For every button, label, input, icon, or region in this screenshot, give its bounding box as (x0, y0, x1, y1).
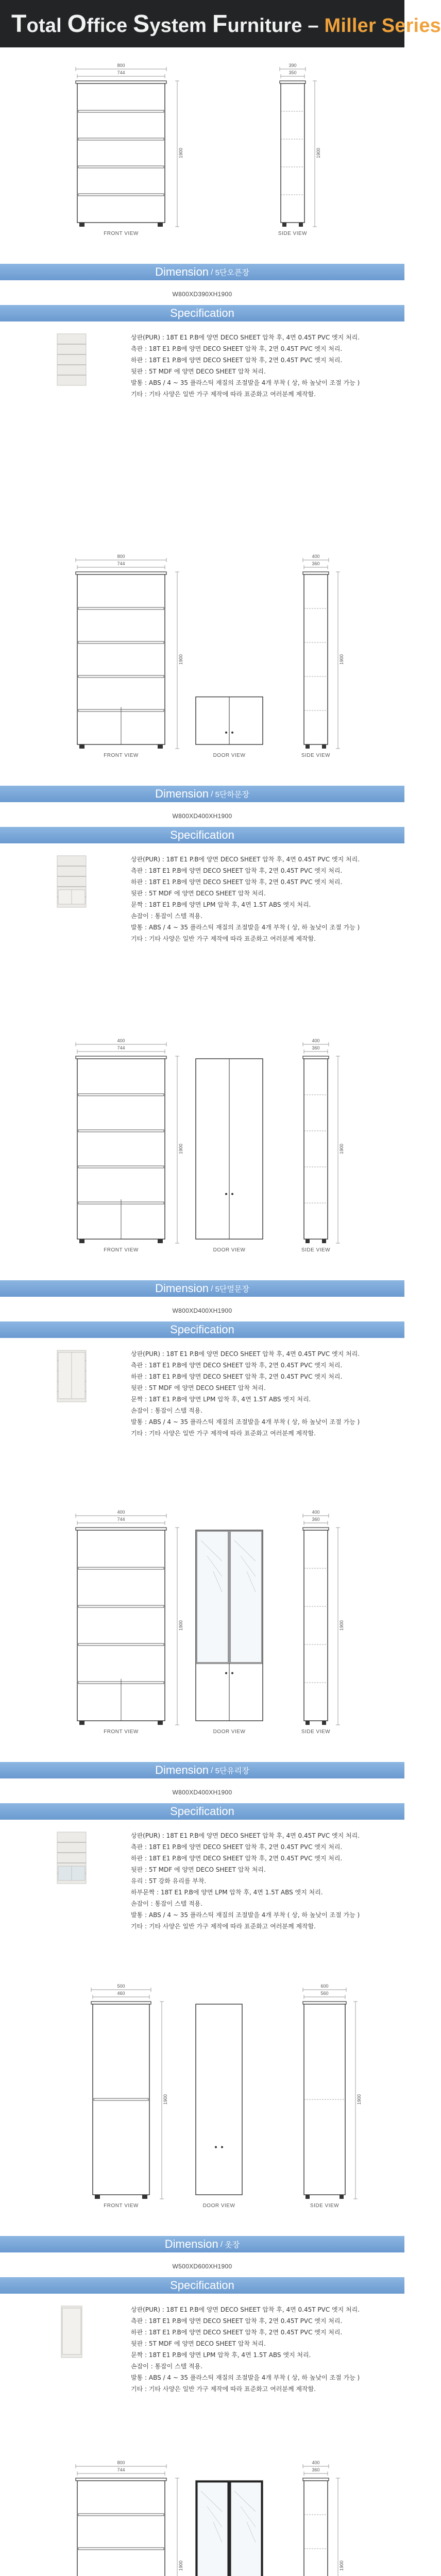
front-view-label: FRONT VIEW (104, 231, 139, 236)
handle-icon (221, 2146, 223, 2148)
front-top-dimension: 500 (117, 1984, 125, 1989)
dimension-subtitle: 5단오픈장 (215, 268, 249, 277)
front-width-dimension: 460 (117, 1991, 125, 1996)
shelf (78, 1567, 164, 1569)
specification-lines (131, 1830, 399, 1932)
side-inner-dimension: 360 (312, 561, 320, 566)
technical-drawing (0, 2445, 404, 2576)
dimension-bar (0, 1280, 404, 1297)
cabinet-foot (158, 1721, 163, 1725)
specification-line: 상판(PUR) : 18T E1 P.B에 양면 DECO SHEET 압착 후, 4면 0.45T PVC 엣지 처리. (131, 334, 360, 341)
specification-lines (131, 854, 399, 944)
front-height-dimension: 1900 (178, 2560, 183, 2571)
door-view-label: DOOR VIEW (213, 1247, 246, 1253)
front-view-label: FRONT VIEW (104, 753, 139, 758)
front-top-dimension: 800 (117, 63, 125, 68)
page-header (0, 0, 441, 47)
shelf (78, 641, 164, 643)
side-outline (304, 2481, 328, 2576)
side-top-dimension: 600 (320, 1984, 329, 1989)
front-top-dimension: 800 (117, 554, 125, 559)
model-code: W800XD400XH1900 (172, 812, 232, 820)
drawing-svg (0, 1494, 404, 1762)
cabinet-top (76, 1056, 166, 1059)
cabinet-foot (158, 223, 163, 227)
handle-icon (231, 1193, 233, 1195)
shelf (78, 194, 164, 196)
front-height-dimension: 1900 (178, 147, 183, 159)
side-inner-dimension: 560 (320, 1991, 329, 1996)
specification-line: 뒷판 : 5T MDF 에 양면 DECO SHEET 압착 처리. (131, 1384, 266, 1392)
header-title-part: T (11, 10, 27, 38)
model-code: W500XD600XH1900 (172, 2263, 232, 2270)
cabinet-outline (77, 2481, 165, 2576)
glass-door (230, 1531, 262, 1663)
shelf (78, 2514, 164, 2516)
specification-title: Specification (170, 828, 234, 841)
cabinet-top (76, 1528, 166, 1530)
specification-line: 상판(PUR) : 18T E1 P.B에 양면 DECO SHEET 압착 후, 4면 0.45T PVC 엣지 처리. (131, 1832, 360, 1839)
cabinet-foot (158, 1239, 163, 1243)
glass-door (197, 1531, 228, 1663)
front-height-dimension: 1900 (178, 1620, 183, 1631)
side-foot (282, 223, 286, 227)
cabinet-foot (79, 744, 84, 749)
product-thumbnail (54, 1348, 90, 1405)
shelf (78, 1130, 164, 1132)
shelf (78, 675, 164, 677)
side-foot (306, 2195, 310, 2199)
specification-bar (0, 1803, 404, 1820)
header-title-part: F (212, 10, 228, 38)
specification-line: 발통 : ABS / 4 ~ 35 플라스틱 재질의 조절발을 4개 부착 ( 상, 하 높낮이 조절 가능 ) (131, 2374, 360, 2381)
front-height-dimension: 1900 (178, 654, 183, 665)
side-view-label: SIDE VIEW (278, 231, 308, 236)
side-view-label: SIDE VIEW (301, 1729, 331, 1735)
side-outline (304, 1530, 328, 1721)
side-foot (306, 1239, 310, 1243)
cabinet-foot (95, 2195, 100, 2199)
cabinet-foot (79, 1721, 84, 1725)
drawing-svg (0, 1023, 404, 1280)
shelf (94, 2098, 148, 2100)
dimension-title: Dimension (155, 787, 209, 800)
technical-drawing (0, 1023, 404, 1280)
front-height-dimension: 1900 (163, 2094, 168, 2105)
specification-lines (131, 2304, 399, 2395)
door-view-label: DOOR VIEW (202, 2203, 235, 2209)
drawing-svg (0, 538, 404, 786)
side-foot (340, 2195, 344, 2199)
specification-line: 하판 : 18T E1 P.B에 양면 DECO SHEET 압착 후, 2면 0.45T PVC 엣지 처리. (131, 878, 343, 886)
shelf (78, 166, 164, 168)
specification-line: 측판 : 18T E1 P.B에 양면 DECO SHEET 압착 후, 2면 0.45T PVC 엣지 처리. (131, 2317, 343, 2325)
side-height-dimension: 1900 (339, 1143, 344, 1155)
dimension-bar (0, 264, 404, 280)
shelf (78, 1094, 164, 1096)
technical-drawing (0, 1494, 404, 1762)
specification-line: 손잡이 : 통잡이 스텔 적용. (131, 2363, 203, 2370)
specification-line: 측판 : 18T E1 P.B에 양면 DECO SHEET 압착 후, 2면 0.45T PVC 엣지 처리. (131, 345, 343, 352)
header-title-part: O (67, 10, 87, 38)
dimension-separator: / (209, 1284, 215, 1293)
specification-line: 하판 : 18T E1 P.B에 양면 DECO SHEET 압착 후, 2면 0.45T PVC 엣지 처리. (131, 1855, 343, 1862)
specification-title: Specification (170, 1805, 234, 1818)
specification-line: 손잡이 : 통잡이 스텔 적용. (131, 912, 203, 920)
specification-line: 뒷판 : 5T MDF 에 양면 DECO SHEET 압착 처리. (131, 890, 266, 897)
dimension-title: Dimension (164, 2238, 218, 2250)
specification-bar (0, 827, 404, 843)
cabinet-foot (79, 223, 84, 227)
specification-line: 기타 : 기타 사양은 일반 가구 제작에 따라 표준화고 여러분께 제작함. (131, 1923, 316, 1930)
handle-icon (225, 1193, 227, 1195)
shelf (78, 1166, 164, 1168)
technical-drawing (0, 1968, 404, 2236)
side-top-dimension: 400 (312, 1510, 320, 1515)
header-title (11, 10, 441, 38)
cabinet-top (76, 2478, 166, 2481)
dimension-bar (0, 1762, 404, 1778)
thumbnail-cabinet (57, 334, 86, 385)
side-top (303, 2478, 329, 2481)
specification-line: 측판 : 18T E1 P.B에 양면 DECO SHEET 압착 후, 2면 0.45T PVC 엣지 처리. (131, 1843, 343, 1851)
technical-drawing (0, 47, 404, 264)
specification-line: 손잡이 : 통잡이 스텔 적용. (131, 1407, 203, 1414)
side-top (280, 81, 306, 83)
handle-icon (215, 2146, 217, 2148)
dimension-title: Dimension (155, 1764, 209, 1776)
handle-icon (231, 732, 233, 734)
dimension-bar (0, 786, 404, 802)
shelf (78, 607, 164, 609)
front-top-dimension: 400 (117, 1038, 125, 1043)
front-width-dimension: 744 (117, 2467, 125, 2472)
specification-line: 하판 : 18T E1 P.B에 양면 DECO SHEET 압착 후, 2면 0.45T PVC 엣지 처리. (131, 1373, 343, 1380)
dimension-bar (0, 2236, 404, 2252)
side-top (303, 1528, 329, 1530)
side-inner-dimension: 350 (289, 70, 297, 75)
product-thumbnail (54, 332, 90, 388)
front-view-label: FRONT VIEW (104, 2203, 139, 2209)
specification-line: 상판(PUR) : 18T E1 P.B에 양면 DECO SHEET 압착 후, 4면 0.45T PVC 엣지 처리. (131, 1350, 360, 1358)
specification-line: 뒷판 : 5T MDF 에 양면 DECO SHEET 압착 처리. (131, 2340, 266, 2347)
shelf (78, 110, 164, 112)
header-title-part: otal (26, 14, 67, 37)
side-foot (306, 1721, 310, 1725)
specification-line: 기타 : 기타 사양은 일반 가구 제작에 따라 표준화고 여러분께 제작함. (131, 1430, 316, 1437)
shelf (78, 1605, 164, 1607)
cabinet-foot (142, 2195, 147, 2199)
specification-bar (0, 305, 404, 321)
header-title-part: Miller Series (324, 14, 441, 37)
specification-line: 기타 : 기타 사양은 일반 가구 제작에 따라 표준화고 여러분께 제작함. (131, 2385, 316, 2393)
side-height-dimension: 1900 (316, 147, 321, 159)
specification-line: 기타 : 기타 사양은 일반 가구 제작에 따라 표준화고 여러분께 제작함. (131, 935, 316, 942)
front-width-dimension: 744 (117, 1517, 125, 1522)
front-top-dimension: 800 (117, 2460, 125, 2465)
side-top (303, 1056, 329, 1059)
specification-line: 측판 : 18T E1 P.B에 양면 DECO SHEET 압착 후, 2면 0.45T PVC 엣지 처리. (131, 1362, 343, 1369)
specification-line: 문짝 : 18T E1 P.B에 양면 LPM 압착 후, 4면 1.5T ABS 엣지 처리. (131, 1396, 311, 1403)
specification-line: 문짝 : 18T E1 P.B에 양면 LPM 압착 후, 4면 1.5T ABS 엣지 처리. (131, 901, 311, 908)
handle-icon (231, 1672, 233, 1674)
side-height-dimension: 1900 (339, 1620, 344, 1631)
cabinet-foot (79, 1239, 84, 1243)
specification-line: 발통 : ABS / 4 ~ 35 플라스틱 재질의 조절발을 4개 부착 ( 상, 하 높낮이 조절 가능 ) (131, 1418, 360, 1426)
side-foot (322, 1239, 326, 1243)
front-view-label: FRONT VIEW (104, 1729, 139, 1735)
side-top (303, 2002, 346, 2004)
specification-title: Specification (170, 307, 234, 319)
side-top-dimension: 400 (312, 1038, 320, 1043)
dimension-title: Dimension (155, 265, 209, 278)
handle-icon (225, 1672, 227, 1674)
specification-bar (0, 1321, 404, 1338)
specification-line: 손잡이 : 통잡이 스텔 적용. (131, 1900, 203, 1907)
product-thumbnail (54, 854, 90, 910)
specification-line: 하부문짝 : 18T E1 P.B에 양면 LPM 압착 후, 4면 1.5T ABS 엣지 처리. (131, 1889, 323, 1896)
side-view-label: SIDE VIEW (310, 2203, 340, 2209)
side-top-dimension: 400 (312, 554, 320, 559)
drawing-svg (0, 1968, 404, 2236)
side-top-dimension: 390 (289, 63, 297, 68)
cabinet-outline (77, 83, 165, 223)
side-top-dimension: 400 (312, 2460, 320, 2465)
glass-door (230, 2482, 262, 2576)
specification-lines (131, 332, 399, 400)
cabinet-top (91, 2002, 151, 2004)
front-width-dimension: 744 (117, 561, 125, 566)
front-top-dimension: 400 (117, 1510, 125, 1515)
cabinet-top (76, 81, 166, 83)
dimension-separator: / (209, 1766, 215, 1775)
dimension-separator: / (209, 789, 215, 799)
door-panel (196, 2004, 242, 2195)
shelf (78, 1643, 164, 1646)
side-foot (299, 223, 303, 227)
front-width-dimension: 744 (117, 70, 125, 75)
specification-line: 측판 : 18T E1 P.B에 양면 DECO SHEET 압착 후, 2면 0.45T PVC 엣지 처리. (131, 867, 343, 874)
glass-door (197, 2482, 228, 2576)
side-outline (304, 574, 328, 744)
side-foot (322, 1721, 326, 1725)
side-top (303, 572, 329, 574)
specification-line: 상판(PUR) : 18T E1 P.B에 양면 DECO SHEET 압착 후, 4면 0.45T PVC 엣지 처리. (131, 856, 360, 863)
drawing-svg (0, 47, 404, 264)
shelf (78, 2548, 164, 2550)
technical-drawing (0, 538, 404, 786)
specification-title: Specification (170, 1323, 234, 1336)
product-thumbnail (54, 1830, 90, 1887)
specification-line: 발통 : ABS / 4 ~ 35 플라스틱 재질의 조절발을 4개 부착 ( 상, 하 높낮이 조절 가능 ) (131, 924, 360, 931)
specification-line: 하판 : 18T E1 P.B에 양면 DECO SHEET 압착 후, 2면 0.45T PVC 엣지 처리. (131, 357, 343, 364)
side-view-label: SIDE VIEW (301, 753, 331, 758)
side-height-dimension: 1900 (339, 654, 344, 665)
cabinet-top (76, 572, 166, 574)
side-outline (304, 1059, 328, 1239)
front-view-label: FRONT VIEW (104, 1247, 139, 1253)
specification-bar (0, 2277, 404, 2294)
side-inner-dimension: 360 (312, 1517, 320, 1522)
side-inner-dimension: 360 (312, 2467, 320, 2472)
specification-line: 발통 : ABS / 4 ~ 35 플라스틱 재질의 조절발을 4개 부착 ( 상, 하 높낮이 조절 가능 ) (131, 1911, 360, 1919)
dimension-subtitle: 5단멀문장 (215, 1284, 249, 1294)
specification-lines (131, 1348, 399, 1439)
specification-line: 하판 : 18T E1 P.B에 양면 DECO SHEET 압착 후, 2면 0.45T PVC 엣지 처리. (131, 2329, 343, 2336)
side-view-label: SIDE VIEW (301, 1247, 331, 1253)
front-height-dimension: 1900 (178, 1143, 183, 1155)
specification-line: 상판(PUR) : 18T E1 P.B에 양면 DECO SHEET 압착 후, 4면 0.45T PVC 엣지 처리. (131, 2306, 360, 2313)
model-code: W800XD400XH1900 (172, 1307, 232, 1314)
side-inner-dimension: 360 (312, 1045, 320, 1050)
model-code: W800XD390XH1900 (172, 291, 232, 298)
header-title-part: ystem (149, 14, 212, 37)
thumbnail-door (62, 2308, 81, 2354)
side-height-dimension: 1900 (357, 2094, 362, 2105)
handle-icon (225, 732, 227, 734)
front-width-dimension: 744 (117, 1045, 125, 1050)
specification-line: 뒷판 : 5T MDF 에 양면 DECO SHEET 압착 처리. (131, 1866, 266, 1873)
dimension-subtitle: 옷장 (225, 2240, 240, 2249)
product-thumbnail (54, 2304, 90, 2361)
specification-line: 발통 : ABS / 4 ~ 35 플라스틱 재질의 조절발을 4개 부착 ( 상, 하 높낮이 조절 가능 ) (131, 379, 360, 386)
drawing-svg (0, 2445, 404, 2576)
specification-line: 유리 : 5T 강화 유리를 부착. (131, 1877, 207, 1885)
specification-title: Specification (170, 2279, 234, 2292)
shelf (78, 138, 164, 140)
specification-line: 기타 : 기타 사양은 일반 가구 제작에 따라 표준화고 여러분께 제작함. (131, 391, 316, 398)
header-title-part: ffice (87, 14, 133, 37)
cabinet-foot (158, 744, 163, 749)
side-foot (322, 744, 326, 749)
dimension-subtitle: 5단하문장 (215, 790, 249, 799)
side-outline (281, 83, 304, 223)
specification-line: 뒷판 : 5T MDF 에 양면 DECO SHEET 압착 처리. (131, 368, 266, 375)
side-foot (306, 744, 310, 749)
door-view-label: DOOR VIEW (213, 753, 246, 758)
dimension-subtitle: 5단유리장 (215, 1766, 249, 1775)
door-view-label: DOOR VIEW (213, 1729, 246, 1735)
side-height-dimension: 1900 (339, 2560, 344, 2571)
dimension-title: Dimension (155, 1282, 209, 1295)
dimension-separator: / (218, 2240, 225, 2249)
model-code: W800XD400XH1900 (172, 1789, 232, 1796)
specification-line: 문짝 : 18T E1 P.B에 양면 LPM 압착 후, 4면 1.5T ABS 엣지 처리. (131, 2351, 311, 2359)
dimension-separator: / (209, 267, 215, 277)
header-title-part: urniture – (227, 14, 325, 37)
header-title-part: S (133, 10, 150, 38)
